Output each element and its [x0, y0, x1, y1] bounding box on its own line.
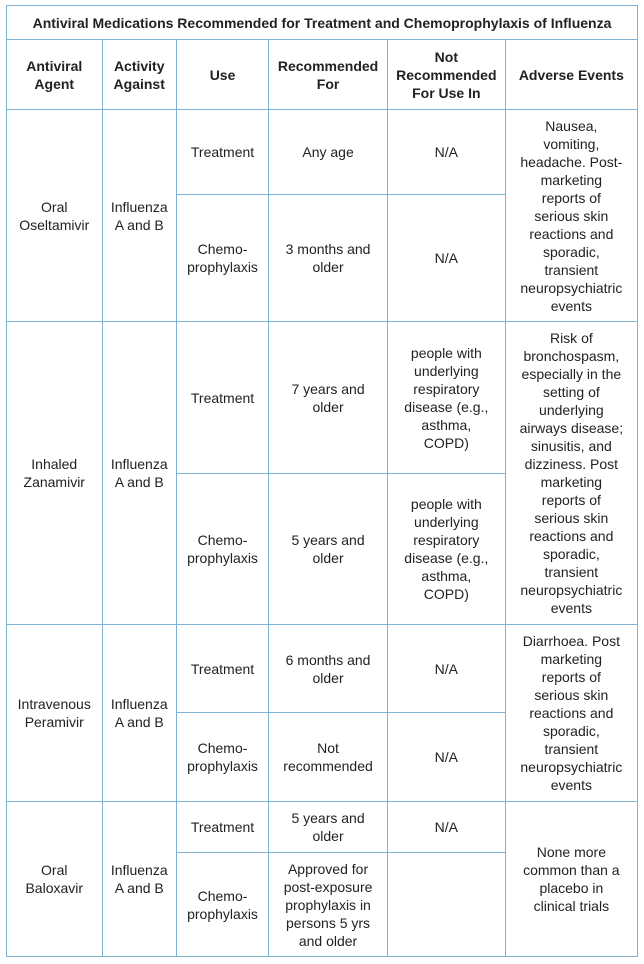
table-row: [7, 802, 638, 853]
header-adverse-events: Adverse Events: [505, 40, 637, 110]
recommended-for: Any age: [269, 110, 388, 195]
activity-baloxavir: Influenza A and B: [102, 802, 176, 957]
recommended-for: 5 years and older: [269, 802, 388, 853]
not-recommended-for: N/A: [387, 713, 505, 802]
recommended-for: 7 years and older: [269, 322, 388, 474]
header-use: Use: [176, 40, 268, 110]
not-recommended-for: N/A: [387, 625, 505, 713]
header-activity-against: Activity Against: [102, 40, 176, 110]
not-recommended-for: N/A: [387, 802, 505, 853]
header-row: [7, 40, 638, 110]
use-chemoprophylaxis: Chemo- prophylaxis: [176, 853, 268, 957]
agent-zanamivir: Inhaled Zanamivir: [7, 322, 103, 625]
table-row: [7, 625, 638, 713]
activity-zanamivir: Influenza A and B: [102, 322, 176, 625]
agent-baloxavir: Oral Baloxavir: [7, 802, 103, 957]
use-chemoprophylaxis: Chemo- prophylaxis: [176, 713, 268, 802]
recommended-for: 5 years and older: [269, 474, 388, 625]
recommended-for: Not recommended: [269, 713, 388, 802]
table-title: Antiviral Medications Recommended for Treatment and Chemoprophylaxis of Influenza: [7, 6, 638, 40]
agent-oseltamivir: Oral Oseltamivir: [7, 110, 103, 322]
adverse-oseltamivir: Nausea, vomiting, headache. Post- marketing reports of serious skin reactions and sporadic, transient neuropsychiatric events: [505, 110, 637, 322]
recommended-for: 3 months and older: [269, 195, 388, 322]
recommended-for: 6 months and older: [269, 625, 388, 713]
table-row: [7, 110, 638, 195]
header-recommended-for: Recommended For: [269, 40, 388, 110]
adverse-peramivir: Diarrhoea. Post marketing reports of serious skin reactions and sporadic, transient neuropsychiatric events: [505, 625, 637, 802]
not-recommended-for: N/A: [387, 195, 505, 322]
use-treatment: Treatment: [176, 110, 268, 195]
use-treatment: Treatment: [176, 322, 268, 474]
use-treatment: Treatment: [176, 625, 268, 713]
not-recommended-for: people with underlying respiratory disease (e.g., asthma, COPD): [387, 322, 505, 474]
header-antiviral-agent: Antiviral Agent: [7, 40, 103, 110]
header-not-recommended: Not Recommended For Use In: [387, 40, 505, 110]
use-treatment: Treatment: [176, 802, 268, 853]
not-recommended-for: N/A: [387, 110, 505, 195]
adverse-zanamivir: Risk of bronchospasm, especially in the setting of underlying airways disease; sinusitis, and dizziness. Post marketing reports of serious skin reactions and sporadic, transient neuropsychiatric events: [505, 322, 637, 625]
not-recommended-for: people with underlying respiratory disease (e.g., asthma, COPD): [387, 474, 505, 625]
antiviral-medications-table: [6, 5, 638, 957]
agent-peramivir: Intravenous Peramivir: [7, 625, 103, 802]
adverse-baloxavir: None more common than a placebo in clinical trials: [505, 802, 637, 957]
recommended-for: Approved for post-exposure prophylaxis in persons 5 yrs and older: [269, 853, 388, 957]
activity-peramivir: Influenza A and B: [102, 625, 176, 802]
table-row: [7, 322, 638, 474]
use-chemoprophylaxis: Chemo- prophylaxis: [176, 195, 268, 322]
activity-oseltamivir: Influenza A and B: [102, 110, 176, 322]
not-recommended-for: [387, 853, 505, 957]
use-chemoprophylaxis: Chemo- prophylaxis: [176, 474, 268, 625]
